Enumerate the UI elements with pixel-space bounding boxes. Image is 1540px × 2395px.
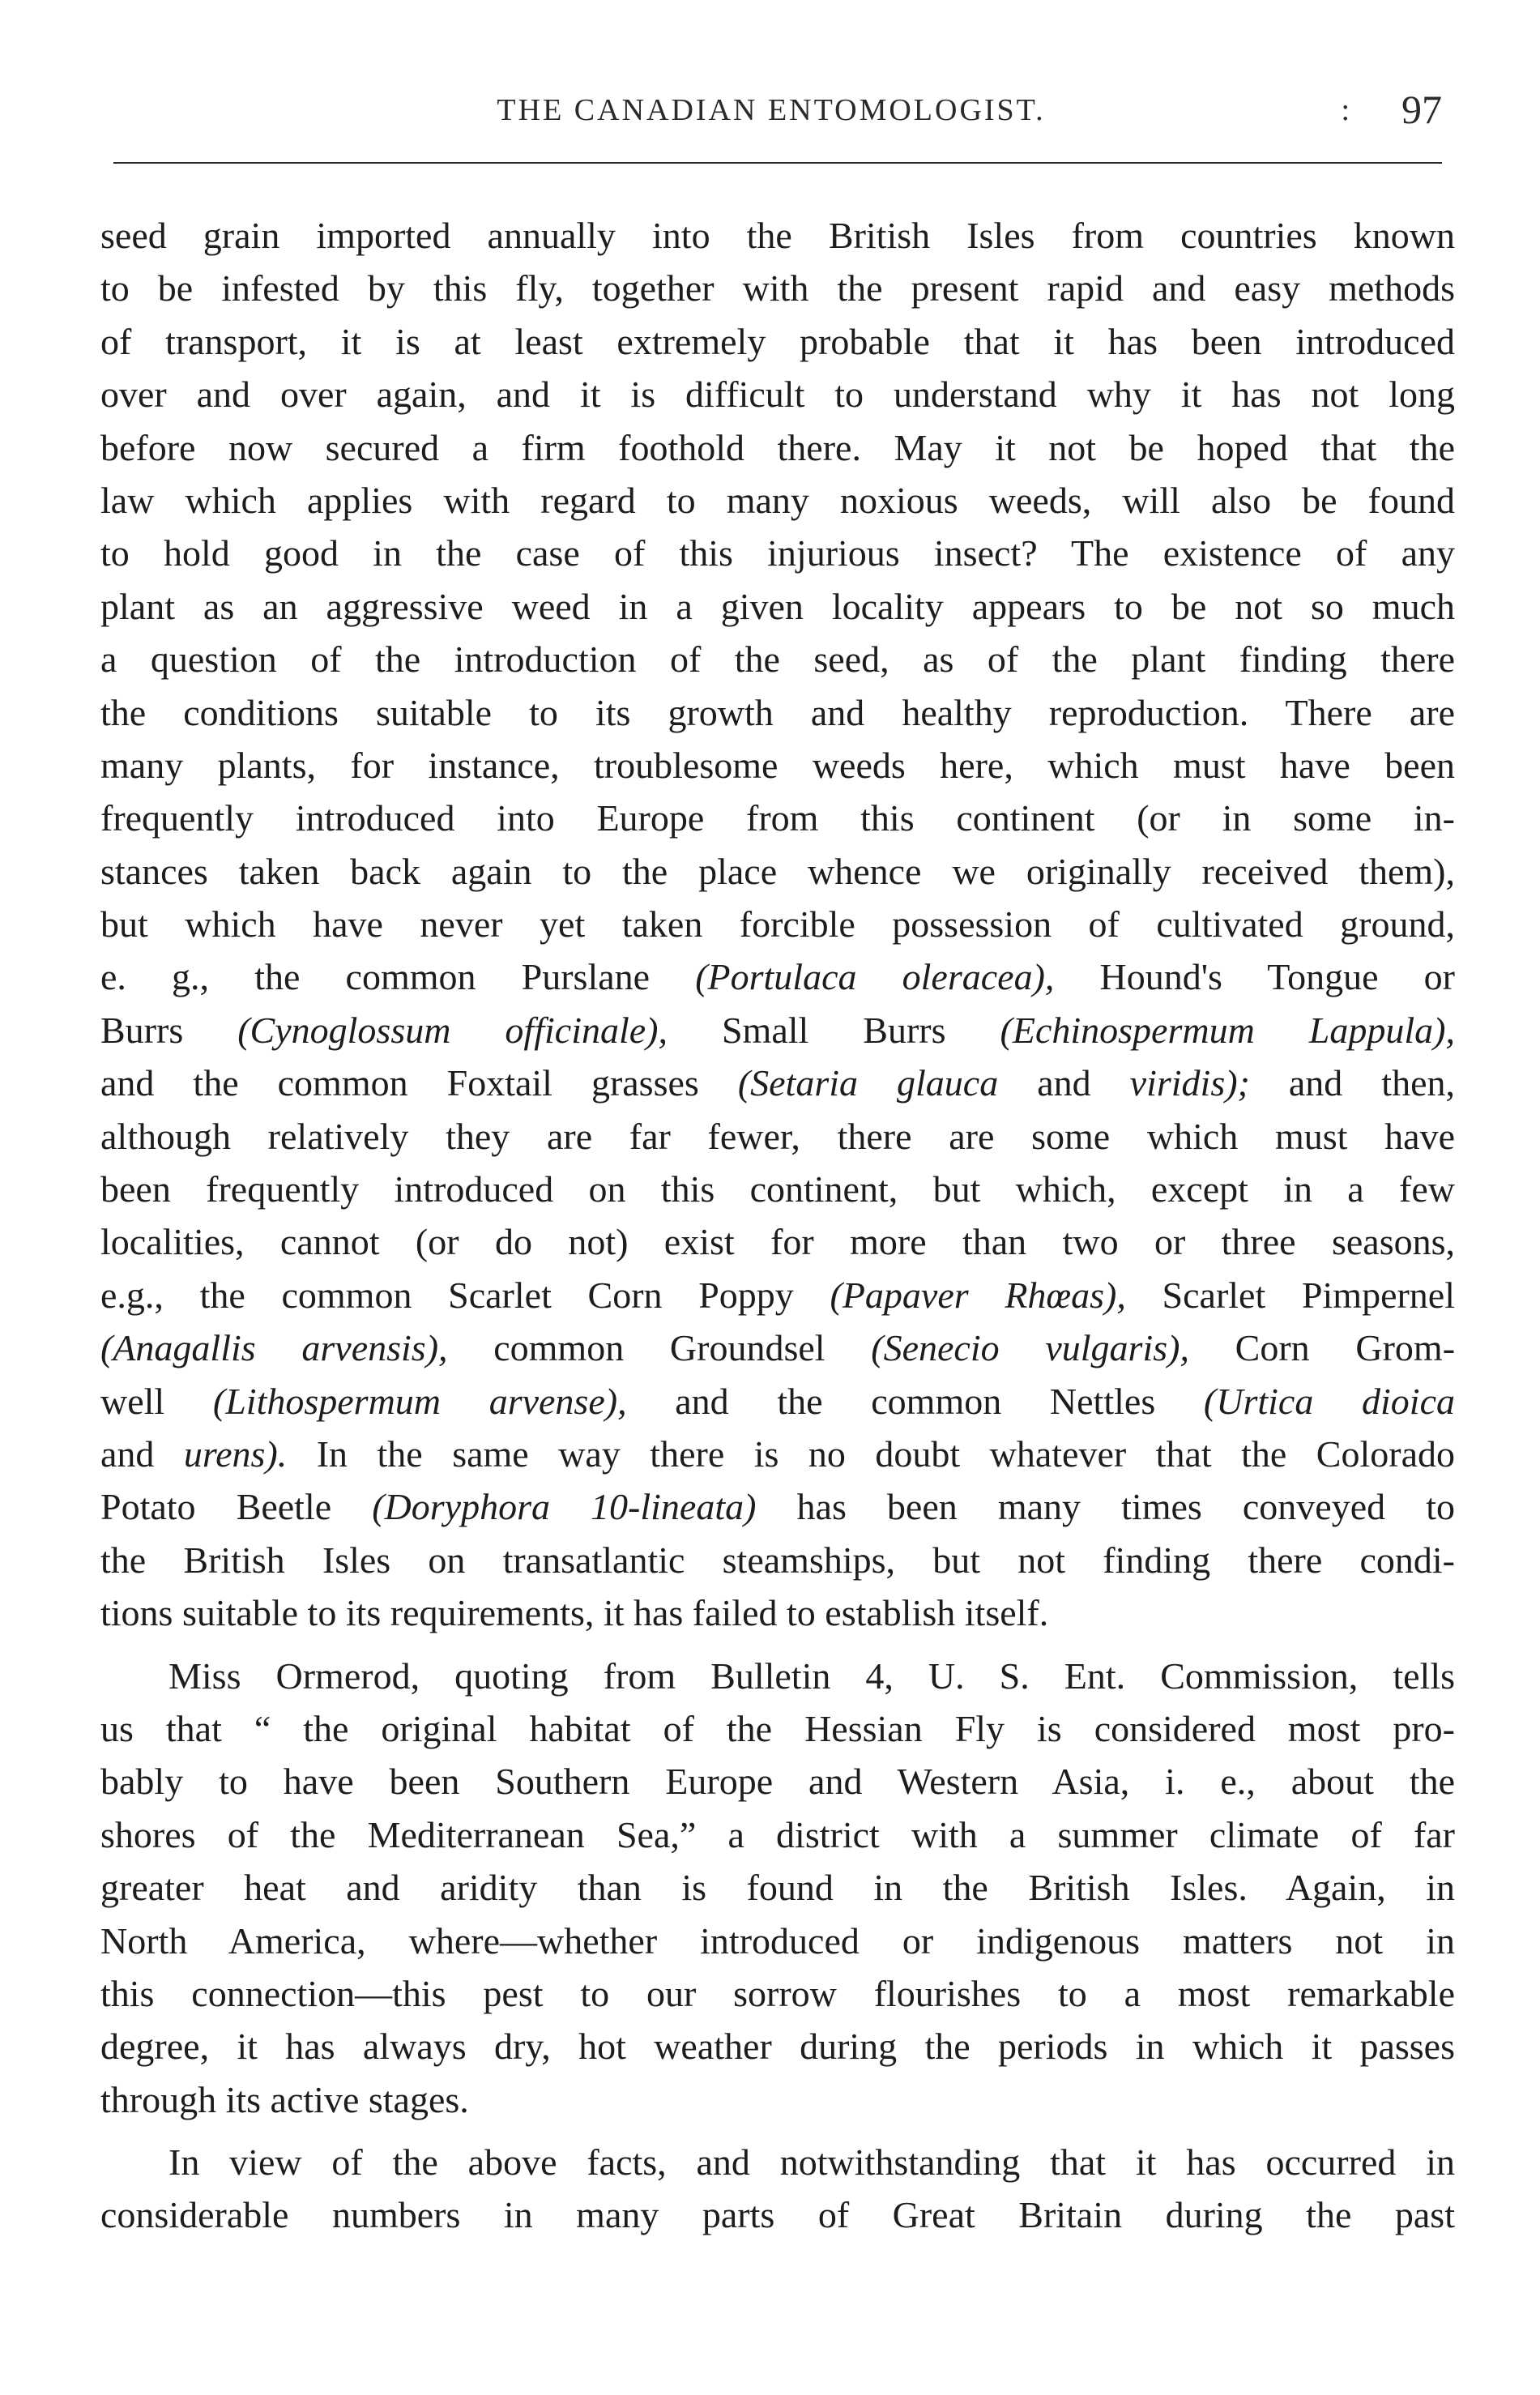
text-line: [100, 792, 1455, 844]
text-line: [100, 1057, 1455, 1109]
text-line: [100, 580, 1455, 633]
text-run: Miss Ormerod, quoting from Bulletin 4, U. S. Ent. Commission, tells: [169, 1654, 1455, 1697]
text-run: and the common Foxtail grasses: [100, 1062, 738, 1104]
text-run: common Groundsel: [447, 1327, 872, 1369]
text-line: [100, 898, 1455, 950]
text-line: [100, 1480, 1455, 1533]
text-line: [100, 1375, 1455, 1428]
text-run: Corn Grom-: [1188, 1327, 1456, 1369]
text-line: [100, 1861, 1455, 1914]
text-line: [100, 262, 1455, 314]
text-run: this connection—this pest to our sorrow flourishes to a most remarkable: [100, 1972, 1455, 2014]
text-run: although relatively they are far fewer, there are some which must have: [100, 1115, 1455, 1157]
text-line: [100, 1428, 1455, 1480]
paragraph-gap: [100, 2126, 1455, 2136]
running-head: [97, 88, 1445, 136]
paragraph-gap: [100, 1640, 1455, 1650]
species-name: (Echinospermum Lappula),: [1000, 1009, 1455, 1051]
text-run: greater heat and aridity than is found in the British Isles. Again, in: [100, 1867, 1455, 1909]
text-run: shores of the Mediterranean Sea,” a district with a summer climate of far: [100, 1813, 1455, 1855]
text-line: [100, 421, 1455, 474]
text-line: [100, 1967, 1455, 2020]
text-line: [100, 1534, 1455, 1586]
text-run: seed grain imported annually into the British Isles from countries known: [100, 215, 1455, 256]
species-name: (Setaria glauca: [737, 1062, 999, 1104]
text-line: [100, 1110, 1455, 1163]
text-run: bably to have been Southern Europe and Western Asia, i. e., about the: [100, 1761, 1455, 1803]
header-colon: :: [1341, 93, 1350, 127]
text-run: Scarlet Pimpernel: [1125, 1274, 1456, 1316]
text-line: [100, 527, 1455, 579]
text-run: tions suitable to its requirements, it has failed to establish itself.: [100, 1592, 1049, 1634]
text-line: [100, 2073, 1455, 2126]
text-run: through its active stages.: [100, 2078, 469, 2120]
text-run: localities, cannot (or do not) exist for more than two or three seasons,: [100, 1221, 1455, 1263]
text-run: Potato Beetle: [100, 1486, 373, 1528]
text-run: plant as an aggressive weed in a given locality appears to be not so much: [100, 585, 1455, 627]
paragraph: [100, 1650, 1455, 2127]
text-run: and then,: [1249, 1062, 1455, 1104]
text-run: of transport, it is at least extremely probable that it has been introduced: [100, 320, 1455, 362]
text-line: [100, 1915, 1455, 1967]
text-line: [100, 2188, 1455, 2241]
text-line: [100, 1004, 1455, 1057]
text-run: a question of the introduction of the seed, as of the plant finding there: [100, 638, 1455, 681]
text-run: before now secured a firm foothold there. May it not be hoped that the: [100, 426, 1455, 468]
text-run: stances taken back again to the place whence we originally received them),: [100, 850, 1455, 892]
text-line: [100, 1650, 1455, 1702]
text-line: [100, 739, 1455, 792]
running-title: THE CANADIAN ENTOMOLOGIST.: [497, 93, 1046, 127]
text-run: and: [998, 1062, 1130, 1104]
text-run: e.g., the common Scarlet Corn Poppy: [100, 1274, 830, 1316]
text-run: and: [100, 1432, 184, 1475]
text-line: [100, 474, 1455, 527]
text-run: e. g., the common Purslane: [100, 956, 696, 998]
text-run: North America, where—whether introduced or indigenous matters not in: [100, 1919, 1455, 1962]
text-line: [100, 1808, 1455, 1861]
text-run: In the same way there is no doubt whatever that the Colorado: [287, 1432, 1455, 1475]
header-rule: [113, 162, 1442, 164]
text-run: over and over again, and it is difficult to understand why it has not long: [100, 374, 1455, 416]
text-run: us that “ the original habitat of the Hessian Fly is considered most pro-: [100, 1707, 1455, 1749]
species-name: (Doryphora 10-lineata): [372, 1486, 757, 1528]
text-run: the conditions suitable to its growth and healthy reproduction. There are: [100, 691, 1455, 733]
text-line: [100, 315, 1455, 368]
text-run: been frequently introduced on this continent, but which, except in a few: [100, 1168, 1455, 1210]
page-number: 97: [1401, 87, 1442, 132]
text-run: but which have never yet taken forcible possession of cultivated ground,: [100, 903, 1455, 946]
species-name: viridis);: [1129, 1062, 1250, 1104]
paragraph: [100, 209, 1455, 1640]
text-run: Small Burrs: [667, 1009, 1000, 1051]
text-run: Hound's Tongue or: [1054, 956, 1456, 998]
text-run: considerable numbers in many parts of Great Britain during the past: [100, 2194, 1455, 2236]
text-line: [100, 1702, 1455, 1755]
text-run: degree, it has always dry, hot weather during the periods in which it passes: [100, 2026, 1455, 2068]
text-run: and the common Nettles: [626, 1380, 1204, 1422]
text-line: [100, 1755, 1455, 1808]
species-name: (Lithospermum arvense),: [212, 1380, 627, 1422]
paragraph: [100, 2136, 1455, 2242]
text-line: [100, 1215, 1455, 1268]
species-name: (Papaver Rhœas),: [830, 1274, 1126, 1316]
text-run: the British Isles on transatlantic steamships, but not finding there condi-: [100, 1539, 1455, 1581]
text-line: [100, 686, 1455, 739]
text-run: many plants, for instance, troublesome weeds here, which must have been: [100, 744, 1455, 786]
species-name: (Urtica dioica: [1203, 1380, 1455, 1422]
species-name: (Anagallis arvensis),: [100, 1327, 448, 1369]
text-line: [100, 633, 1455, 685]
body-text: [100, 209, 1455, 2242]
text-line: [100, 2020, 1455, 2073]
text-run: law which applies with regard to many noxious weeds, will also be found: [100, 479, 1455, 521]
text-line: [100, 950, 1455, 1003]
text-line: [100, 1321, 1455, 1374]
text-line: [100, 1163, 1455, 1215]
text-run: to be infested by this fly, together with the present rapid and easy methods: [100, 267, 1455, 310]
text-line: [100, 1586, 1455, 1639]
text-run: frequently introduced into Europe from this continent (or in some in-: [100, 797, 1455, 839]
text-run: to hold good in the case of this injurious insect? The existence of any: [100, 532, 1455, 574]
text-line: [100, 209, 1455, 262]
text-line: [100, 2136, 1455, 2188]
text-line: [100, 368, 1455, 421]
text-line: [100, 1269, 1455, 1321]
species-name: urens).: [183, 1432, 288, 1475]
text-run: well: [100, 1380, 213, 1422]
text-run: In view of the above facts, and notwithstanding that it has occurred in: [169, 2141, 1455, 2184]
text-run: has been many times conveyed to: [756, 1486, 1455, 1528]
text-run: Burrs: [100, 1009, 238, 1051]
text-line: [100, 845, 1455, 898]
species-name: (Cynoglossum officinale),: [237, 1009, 668, 1051]
species-name: (Senecio vulgaris),: [871, 1327, 1189, 1369]
species-name: (Portulaca oleracea),: [695, 956, 1055, 998]
